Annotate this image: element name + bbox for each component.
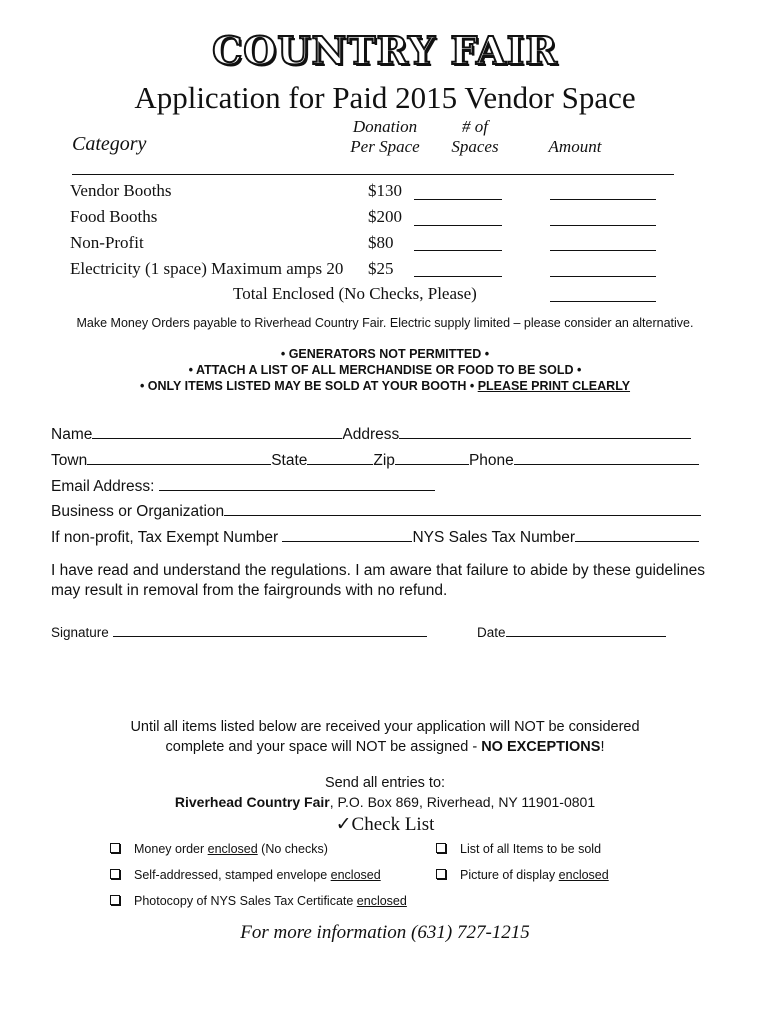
signature-row: [51, 625, 427, 640]
row-electricity-spaces-blank[interactable]: [414, 276, 502, 277]
col-donation-header-2: Per Space: [350, 137, 420, 156]
state-label: State: [271, 452, 308, 469]
zip-label: Zip: [373, 452, 395, 469]
row-electricity-price: $25: [368, 259, 394, 278]
agreement-line-2: may result in removal from the fairgrounds with no refund.: [51, 582, 448, 599]
phone-field[interactable]: [514, 451, 699, 465]
col-donation-header-1: Donation: [352, 117, 418, 136]
row-vendor-price: $130: [368, 181, 402, 200]
tax-exempt-field[interactable]: [282, 528, 412, 542]
sales-tax-label: NYS Sales Tax Number: [412, 529, 575, 546]
town-row: [51, 451, 699, 470]
row-electricity-label: Electricity (1 space) Maximum amps 20: [70, 259, 344, 278]
mailing-org: Riverhead Country Fair: [174, 794, 330, 810]
check-sase: [110, 868, 381, 882]
business-row: [51, 502, 701, 521]
check-money-order: [110, 842, 328, 856]
money-order-note: Make Money Orders payable to Riverhead Country Fair. Electric supply limited – please consider an alternative.: [76, 316, 694, 330]
until-line-2: [0, 739, 770, 755]
tax-exempt-label: If non-profit, Tax Exempt Number: [51, 529, 279, 546]
signature-field[interactable]: [113, 625, 427, 637]
business-field[interactable]: [224, 502, 701, 516]
town-field[interactable]: [87, 451, 271, 465]
money-order-checkbox[interactable]: [110, 843, 120, 853]
rule-generators: • GENERATORS NOT PERMITTED •: [280, 347, 490, 361]
row-vendor-spaces-blank[interactable]: [414, 199, 502, 200]
money-order-text: Money order: [134, 842, 208, 856]
town-label: Town: [51, 452, 88, 469]
row-nonprofit-price: $80: [368, 233, 394, 252]
name-row: [51, 425, 691, 444]
date-row: [477, 625, 666, 640]
photocopy-text: Photocopy of NYS Sales Tax Certificate: [134, 894, 357, 908]
rule-only-items: [0, 379, 770, 393]
email-row: [51, 477, 435, 496]
sales-tax-field[interactable]: [575, 528, 699, 542]
picture-enclosed: enclosed: [558, 868, 609, 882]
row-nonprofit-label: Non-Profit: [70, 233, 144, 252]
mailing-street: , P.O. Box 869, Riverhead, NY 11901-0801: [329, 794, 596, 810]
row-food-amount-blank[interactable]: [550, 225, 656, 226]
email-field[interactable]: [159, 477, 435, 491]
header-divider: [72, 174, 674, 175]
until-line-2-end: !: [600, 739, 605, 755]
date-label: Date: [477, 625, 506, 640]
total-enclosed-label: Total Enclosed (No Checks, Please): [233, 284, 477, 303]
row-food-label: Food Booths: [70, 207, 158, 226]
zip-field[interactable]: [395, 451, 469, 465]
row-nonprofit-amount-blank[interactable]: [550, 250, 656, 251]
item-list-text: List of all Items to be sold: [460, 842, 602, 856]
row-electricity-amount-blank[interactable]: [550, 276, 656, 277]
email-label: Email Address:: [51, 478, 155, 495]
checklist-title: ✓Check List: [335, 814, 435, 835]
fair-title: COUNTRY FAIR: [212, 28, 558, 73]
col-category-header: Category: [72, 133, 147, 155]
mailing-address: [0, 794, 770, 810]
total-amount-blank[interactable]: [550, 301, 656, 302]
signature-label: Signature: [51, 625, 109, 640]
row-food-spaces-blank[interactable]: [414, 225, 502, 226]
date-field[interactable]: [506, 625, 666, 637]
sase-text: Self-addressed, stamped envelope: [134, 868, 331, 882]
row-vendor-label: Vendor Booths: [70, 181, 172, 200]
check-item-list: [436, 842, 601, 856]
money-order-enclosed: enclosed: [207, 842, 258, 856]
check-picture: [436, 868, 609, 882]
picture-text: Picture of display: [460, 868, 559, 882]
rule-attach-list: • ATTACH A LIST OF ALL MERCHANDISE OR FOOD TO BE SOLD •: [188, 363, 582, 377]
phone-label: Phone: [468, 452, 514, 469]
send-entries-label: Send all entries to:: [324, 775, 446, 791]
col-spaces-header-2: Spaces: [451, 137, 499, 156]
more-info-line: For more information (631) 727-1215: [240, 922, 530, 943]
until-line-1: Until all items listed below are received your application will NOT be considered: [130, 719, 640, 735]
address-label: Address: [342, 426, 400, 443]
name-label: Name: [51, 426, 93, 443]
item-list-checkbox[interactable]: [436, 843, 446, 853]
row-vendor-amount-blank[interactable]: [550, 199, 656, 200]
name-field[interactable]: [92, 425, 342, 439]
row-nonprofit-spaces-blank[interactable]: [414, 250, 502, 251]
tax-row: [51, 528, 699, 547]
money-order-note-text: (No checks): [257, 842, 328, 856]
application-subtitle: Application for Paid 2015 Vendor Space: [134, 80, 636, 115]
print-clearly-text: PLEASE PRINT CLEARLY: [477, 379, 631, 393]
row-food-price: $200: [368, 207, 402, 226]
photocopy-checkbox[interactable]: [110, 895, 120, 905]
rule-only-items-text: • ONLY ITEMS LISTED MAY BE SOLD AT YOUR BOOTH •: [139, 379, 478, 393]
picture-checkbox[interactable]: [436, 869, 446, 879]
state-field[interactable]: [307, 451, 373, 465]
col-amount-header: Amount: [548, 137, 602, 156]
check-photocopy: [110, 894, 407, 908]
no-exceptions-text: NO EXCEPTIONS: [481, 739, 601, 755]
address-field[interactable]: [399, 425, 691, 439]
sase-checkbox[interactable]: [110, 869, 120, 879]
photocopy-enclosed: enclosed: [356, 894, 407, 908]
business-label: Business or Organization: [51, 503, 225, 520]
until-line-2-text: complete and your space will NOT be assigned -: [165, 739, 482, 755]
agreement-line-1: I have read and understand the regulations. I am aware that failure to abide by these guidelines: [51, 562, 706, 579]
col-spaces-header-1: # of: [462, 117, 488, 136]
sase-enclosed: enclosed: [330, 868, 381, 882]
